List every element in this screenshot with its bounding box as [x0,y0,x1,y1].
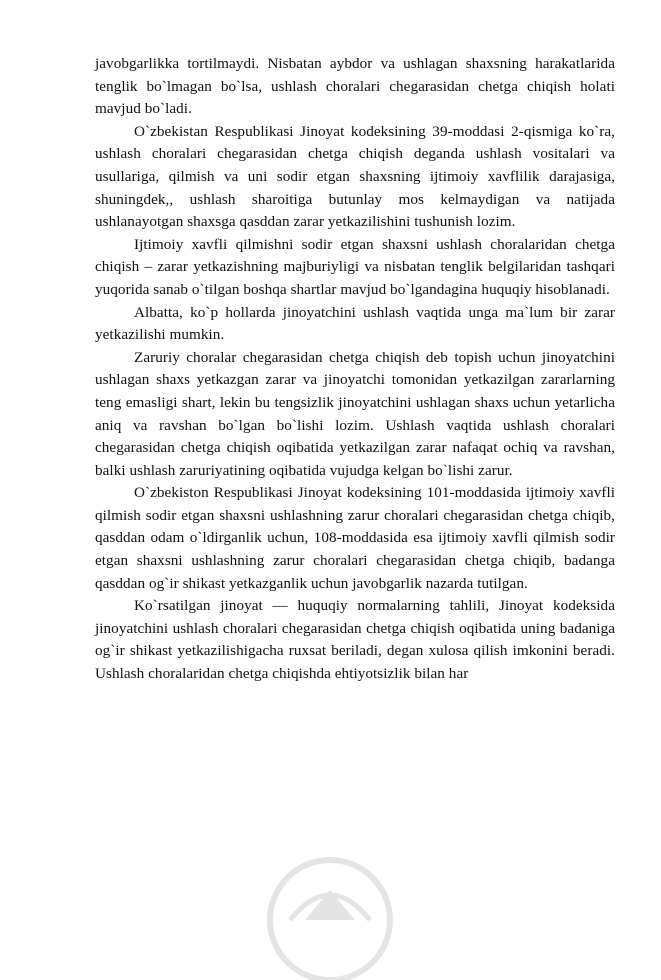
document-body [95,53,615,686]
paragraph-7: Ko`rsatilgan jinoyat — huquqiy normalarning tahlili, Jinoyat kodeksida jinoyatchini ushlash choralari chegarasidan chetga chiqish oqibatida uning badaniga og`ir shikast yetkazilishigacha ruxsat beriladi, degan xulosa qilish imkonini beradi. Ushlash choralaridan chetga chiqishda ehtiyotsizlik bilan har [95,597,615,683]
paragraph-1: javobgarlikka tortilmaydi. Nisbatan aybdor va ushlagan shaxsning harakatlarida tenglik bo`lmagan bo`lsa, ushlash choralari chegarasidan chetga chiqish holati mavjud bo`ladi. [95,55,615,118]
paragraph-2: O`zbekistan Respublikasi Jinoyat kodeksining 39-moddasi 2-qismiga ko`ra, ushlash choralari chegarasidan chetga chiqish deganda ushlash vositalari va usullariga, qilmish va uni sodir etgan shaxsning ijtimoiy xavflilik darajasiga, shuningdek,, ushlash sharoitiga butunlay mos kelmaydigan va natijada ushlanayotgan shaxsga qasddan zarar yetkazilishini tushunish lozim. [95,122,615,231]
paragraph-4: Albatta, ko`p hollarda jinoyatchini ushlash vaqtida unga ma`lum bir zarar yetkazilishi mumkin. [95,303,615,344]
paragraph-3: Ijtimoiy xavfli qilmishni sodir etgan shaxsni ushlash choralaridan chetga chiqish – zarar yetkazishning majburiyligi va nisbatan tenglik belgilaridan tashqari yuqorida sanab o`tilgan boshqa shartlar mavjud bo`lgandagina huquqiy hisoblanadi. [95,235,615,298]
paragraph-5: Zaruriy choralar chegarasidan chetga chiqish deb topish uchun jinoyatchini ushlagan shaxs yetkazgan zarar va jinoyatchi tomonidan yetkazilgan zararlarning teng emasligi shart, lekin bu tengsizlik jinoyatchini ushlagan shaxs uchun yetarlicha aniq va ravshan bo`lgan bo`lishi lozim. Ushlash vaqtida ushlash choralari chegarasidan chetga chiqish oqibatida yetkazilgan zarar nafaqat ochiq va ravshan, balki ushlash zaruriyatining oqibatida vujudga kelgan bo`lishi zarur. [95,348,615,479]
paragraph-6: O`zbekiston Respublikasi Jinoyat kodeksining 101-moddasida ijtimoiy xavfli qilmish sodir etgan shaxsni ushlashning zarur choralari chegarasidan chetga chiqib, qasddan odam o`ldirganlik uchun, 108-moddasida esa ijtimoiy xavfli qilmish sodir etgan shaxsni ushlashning zarur choralari chegarasidan chetga chiqib, badanga qasddan og`ir shikast yetkazganlik uchun javobgarlik nazarda tutilgan. [95,484,615,592]
watermark-logo-icon [210,850,450,980]
